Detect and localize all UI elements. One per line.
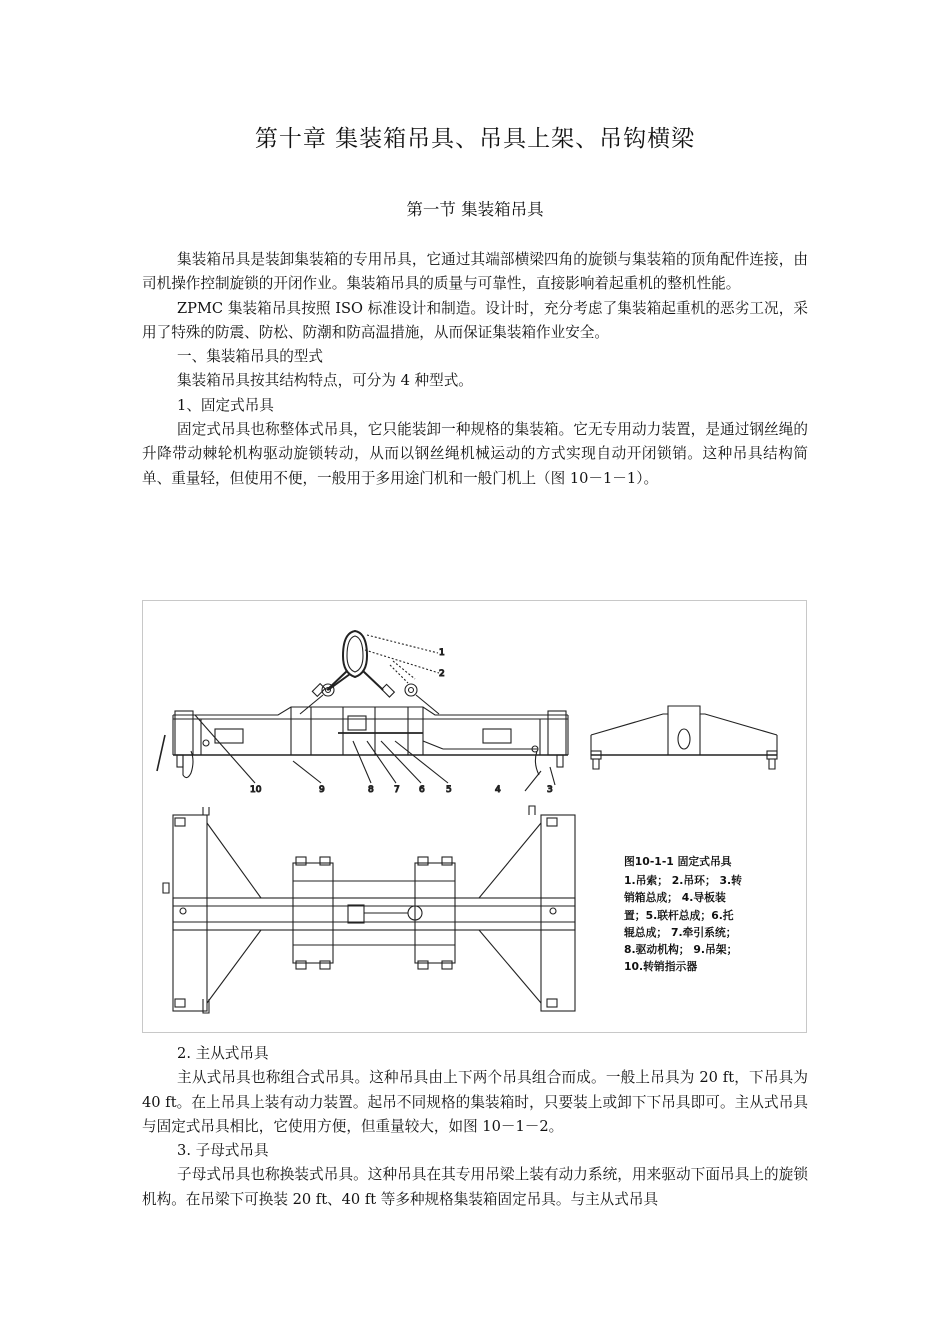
body-text-top (142, 248, 808, 491)
callout-2: 2 (439, 669, 445, 679)
callout-6: 6 (419, 785, 425, 795)
paragraph: ZPMC 集装箱吊具按照 ISO 标准设计和制造。设计时，充分考虑了集装箱起重机的恶劣工况，采用了特殊的防震、防松、防潮和防高温措施，从而保证集装箱作业安全。 (142, 299, 808, 341)
paragraph: 主从式吊具也称组合式吊具。这种吊具由上下两个吊具组合而成。一般上吊具为 20 ft，下吊具为 40 ft。在上吊具上装有动力装置。起吊不同规格的集装箱时，只要装上或卸下下吊具即可。主从式吊具与固定式吊具相比，它使用方便，但重量较大，如图 10－1－2。 (142, 1069, 808, 1135)
heading: 3. 子母式吊具 (177, 1142, 269, 1160)
caption-line: 销箱总成； 4.导板装 (624, 891, 726, 905)
caption-title: 图10-1-1 固定式吊具 (624, 855, 732, 868)
caption-line: 置；5.联杆总成；6.托 (624, 908, 734, 922)
figure-caption (624, 853, 800, 975)
paragraph: 子母式吊具也称换装式吊具。这种吊具在其专用吊梁上装有动力系统，用来驱动下面吊具上的旋锁机构。在吊梁下可换装 20 ft、40 ft 等多种规格集装箱固定吊具。与主从式吊具 (142, 1166, 808, 1208)
caption-line: 辊总成； 7.牵引系统； (624, 925, 737, 939)
plan-view (163, 806, 575, 1013)
body-text-bottom (142, 1042, 808, 1212)
callout-8: 8 (368, 785, 374, 795)
caption-line: 10.转销指示器 (624, 960, 698, 974)
callout-5: 5 (446, 785, 452, 795)
callout-3: 3 (547, 785, 553, 795)
heading: 1、固定式吊具 (177, 396, 274, 414)
chapter-title: 第十章 集装箱吊具、吊具上架、吊钩横梁 (254, 126, 696, 152)
figure-fixed-spreader (142, 600, 807, 1033)
callout-4: 4 (495, 785, 501, 795)
section-title: 第一节 集装箱吊具 (406, 200, 544, 219)
caption-line: 1.吊索； 2.吊环； 3.转 (624, 874, 742, 888)
end-elevation (591, 706, 777, 769)
callout-10: 10 (250, 785, 262, 795)
paragraph: 集装箱吊具按其结构特点，可分为 4 种型式。 (177, 372, 473, 390)
side-elevation (157, 631, 568, 791)
callout-1: 1 (439, 648, 445, 658)
paragraph: 固定式吊具也称整体式吊具，它只能装卸一种规格的集装箱。它无专用动力装置，是通过钢丝绳的升降带动棘轮机构驱动旋锁转动，从而以钢丝绳机械运动的方式实现自动开闭锁销。这种吊具结构简单、重量轻，但使用不便，一般用于多用途门机和一般门机上（图 10－1－1）。 (142, 421, 808, 487)
callout-9: 9 (319, 785, 325, 795)
heading: 2. 主从式吊具 (177, 1045, 269, 1062)
callout-7: 7 (394, 785, 400, 795)
paragraph: 集装箱吊具是装卸集装箱的专用吊具，它通过其端部横梁四角的旋锁与集装箱的顶角配件连接，由司机操作控制旋锁的开闭作业。集装箱吊具的质量与可靠性，直接影响着起重机的整机性能。 (142, 251, 808, 293)
caption-line: 8.驱动机构； 9.吊架； (624, 943, 738, 957)
heading: 一、集装箱吊具的型式 (177, 348, 323, 366)
